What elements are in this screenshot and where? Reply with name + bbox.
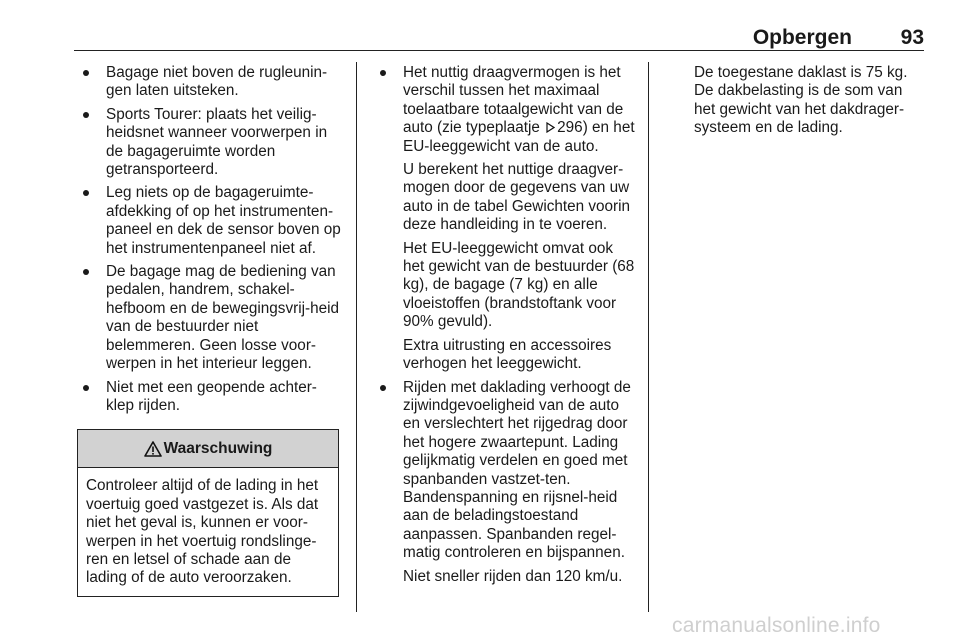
warning-text: Controleer altijd of de lading in het voertuig goed vastgezet is. Als dat niet het geval is, kunnen er voor-werpen in het voertuig rondslinge-ren en letsel of schade aan de lading of de auto veroorzaken.: [86, 477, 319, 587]
page-number: 93: [900, 26, 924, 49]
bullet-icon: [380, 70, 386, 76]
list-item-text: Rijden met daklading verhoogt de zijwindgevoeligheid van de auto en verslechtert het rijgedrag door het hogere zwaartepunt. Lading gelijkmatig verdelen en goed met spanbanden vastzet-ten. Bandenspanning en rijsnel-heid aan de beladingstoestand aanpassen. Spanbanden regel-matig controleren en bijspannen.: [403, 378, 631, 562]
list-item-text: Bagage niet boven de rugleunin-gen laten uitsteken.: [106, 64, 328, 100]
paragraph: Extra uitrusting en accessoires verhogen het leeggewicht.: [403, 336, 612, 373]
paragraph: U berekent het nuttige draagver-mogen door de gegevens van uw auto in de tabel Gewichten voorin deze handleiding in te voeren.: [403, 161, 631, 234]
paragraph: Niet sneller rijden dan 120 km/u.: [403, 567, 623, 585]
warning-title: Waarschuwing: [163, 439, 273, 457]
list-item-text: Leg niets op de bagageruimte-afdekking of op het instrumenten-paneel en dek de sensor boven op het instrumentenpaneel niet af.: [106, 184, 341, 257]
warning-box: [77, 429, 339, 596]
column-left: [77, 64, 341, 597]
list-item: [374, 64, 636, 156]
section-title: Opbergen: [752, 26, 852, 49]
bullet-icon: [83, 112, 89, 118]
list-item: [77, 379, 341, 416]
bullet-icon: [83, 385, 89, 391]
column-middle: [374, 64, 636, 591]
column-right: [694, 64, 922, 138]
bullet-icon: [83, 190, 89, 196]
list-item: [77, 64, 341, 101]
list-item: [77, 184, 341, 258]
page-header: [74, 24, 924, 51]
page-reference[interactable]: 296: [557, 119, 583, 137]
list-item-text: De bagage mag de bediening van pedalen, handrem, schakel-hefboom en de bewegingsvrij-heid van de bestuurder niet belemmeren. Geen losse voor-werpen in het interieur leggen.: [106, 263, 340, 373]
warning-triangle-icon: [144, 441, 162, 457]
column-divider: [356, 62, 357, 612]
list-item: [374, 379, 636, 563]
paragraph: De toegestane daklast is 75 kg. De dakbelasting is de som van het gewicht van het dakdrager-systeem en de lading.: [694, 64, 908, 137]
list-item-text: Sports Tourer: plaats het veilig-heidsnet wanneer voorwerpen in de bagageruimte worden getransporteerd.: [106, 105, 328, 179]
column-divider: [648, 62, 649, 612]
list-item-text: Het nuttig draagvermogen is het verschil tussen het maximaal toelaatbare totaalgewicht van de auto (zie typeplaatje: [403, 64, 624, 137]
paragraph: Het EU-leeggewicht omvat ook het gewicht van de bestuurder (68 kg), de bagage (7 kg) en alle vloeistoffen (brandstoftank voor 90% gevuld).: [403, 239, 635, 331]
warning-header: [78, 430, 338, 468]
list-item: [77, 263, 341, 373]
list-item: [77, 106, 341, 180]
list-item-text: Niet met een geopende achter-klep rijden.: [106, 378, 317, 414]
watermark: carmanualsonline.info: [672, 614, 881, 637]
bullet-icon: [83, 70, 89, 76]
list-item-text: ) en het EU-leeggewicht van de auto.: [403, 119, 635, 155]
bullet-icon: [83, 269, 89, 275]
bullet-icon: [380, 385, 386, 391]
page-reference-arrow-icon: [546, 122, 555, 133]
